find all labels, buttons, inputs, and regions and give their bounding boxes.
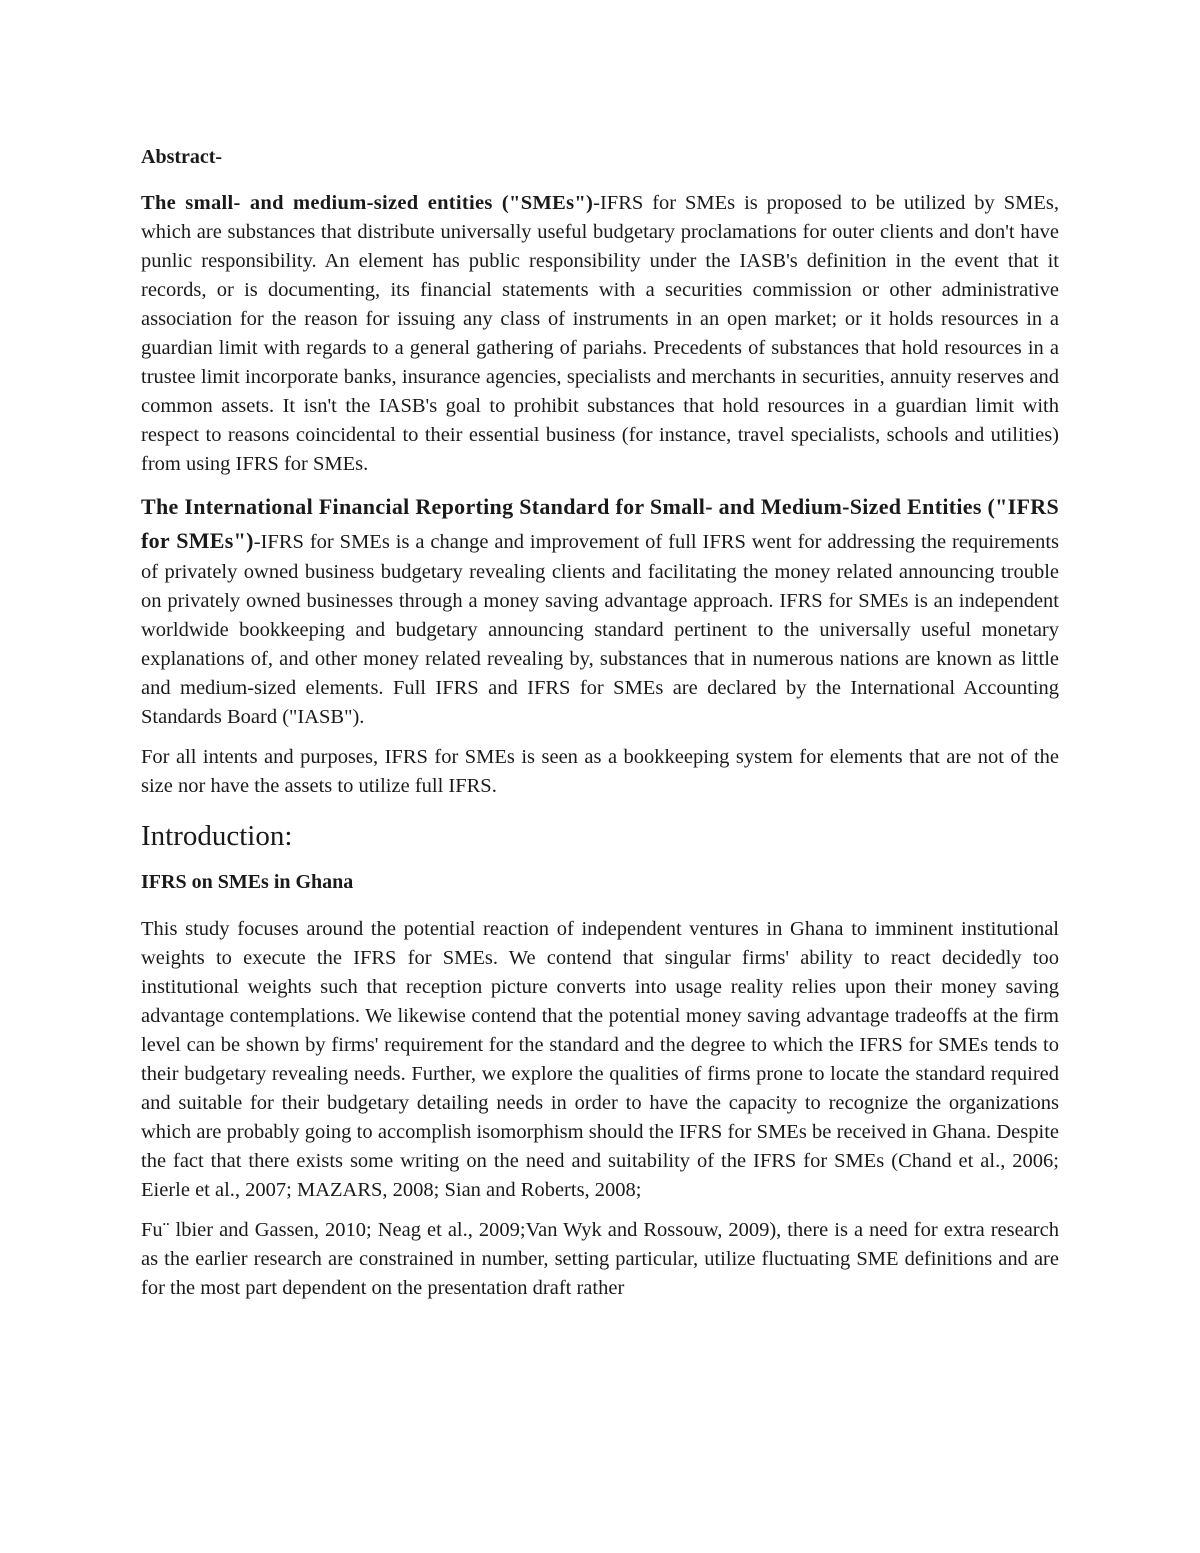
paragraph-lead: The International Financial Reporting Standard for Small- and Medium-Sized Entities ("IFRS for SMEs") — [141, 494, 1059, 553]
document-page — [141, 138, 1059, 1314]
abstract-paragraph-2 — [141, 490, 1059, 732]
abstract-paragraph-3 — [141, 743, 1059, 801]
paragraph-body: -IFRS for SMEs is proposed to be utilized by SMEs, which are substances that distribute universally useful budgetary proclamations for outer clients and don't have punlic responsibility. An element has public responsibility under the IASB's definition in the event that it records, or is documenting, its financial statements with a securities commission or other administrative association for the reason for issuing any class of instruments in an open market; or it holds resources in a guardian limit with regards to a general gathering of pariahs. Precedents of substances that hold resources in a trustee limit incorporate banks, insurance agencies, specialists and merchants in securities, annuity reserves and common assets. It isn't the IASB's goal to prohibit substances that hold resources in a guardian limit with respect to reasons coincidental to their essential business (for instance, travel specialists, schools and utilities) from using IFRS for SMEs. — [141, 192, 1059, 475]
paragraph-body: For all intents and purposes, IFRS for SMEs is seen as a bookkeeping system for elements that are not of the size nor have the assets to utilize full IFRS. — [141, 746, 1059, 797]
abstract-label: Abstract- — [141, 146, 223, 168]
introduction-heading: Introduction: — [141, 820, 293, 852]
intro-paragraph-2: Fu¨ lbier and Gassen, 2010; Neag et al., 2009;Van Wyk and Rossouw, 2009), there is a need for extra research as the earlier research are constrained in number, setting particular, utilize fluctuating SME definitions and are for the most part dependent on the presentation draft rather — [141, 1219, 1059, 1299]
abstract-paragraph-1 — [141, 189, 1059, 479]
paragraph-body: -IFRS for SMEs is a change and improvement of full IFRS went for addressing the requirements of privately owned business budgetary revealing clients and facilitating the money related announcing trouble on privately owned businesses through a money saving advantage approach. IFRS for SMEs is an independent worldwide bookkeeping and budgetary announcing standard pertinent to the universally useful monetary explanations of, and other money related revealing by, substances that in numerous nations are known as little and medium-sized elements. Full IFRS and IFRS for SMEs are declared by the International Accounting Standards Board ("IASB"). — [141, 531, 1060, 728]
paragraph-lead: The small- and medium-sized entities ("SMEs") — [141, 192, 594, 214]
intro-paragraph-1: This study focuses around the potential reaction of independent ventures in Ghana to imminent institutional weights to execute the IFRS for SMEs. We contend that singular firms' ability to react decidedly too institutional weights such that reception picture converts into usage reality relies upon their money saving advantage contemplations. We likewise contend that the potential money saving advantage tradeoffs at the firm level can be shown by firms' requirement for the standard and the degree to which the IFRS for SMEs tends to their budgetary revealing needs. Further, we explore the qualities of firms prone to locate the standard required and suitable for their budgetary detailing needs in order to have the capacity to recognize the organizations which are probably going to accomplish isomorphism should the IFRS for SMEs be received in Ghana. Despite the fact that there exists some writing on the need and suitability of the IFRS for SMEs (Chand et al., 2006; Eierle et al., 2007; MAZARS, 2008; Sian and Roberts, 2008; — [141, 918, 1059, 1201]
introduction-subheading: IFRS on SMEs in Ghana — [141, 871, 354, 893]
